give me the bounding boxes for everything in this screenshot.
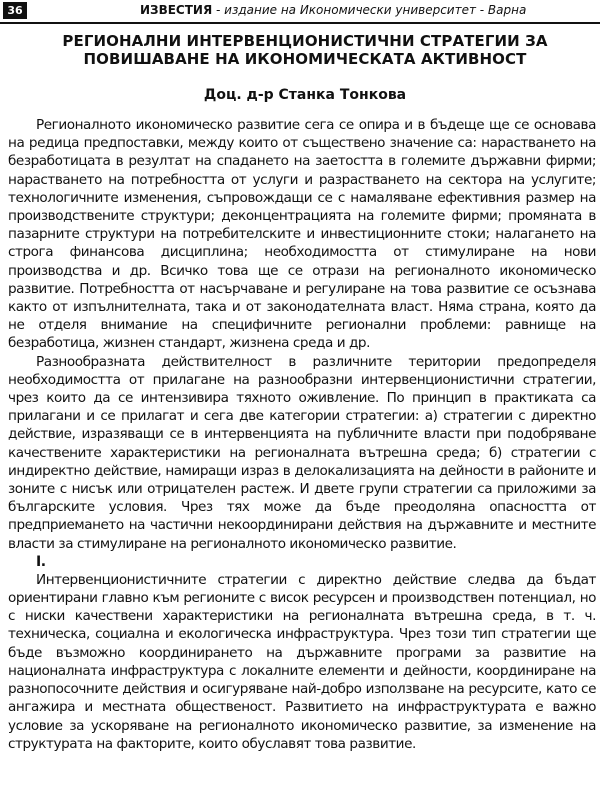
page-number: 36 bbox=[3, 2, 27, 19]
section-heading: I. bbox=[36, 553, 46, 570]
body-paragraph: Разнообразната действителност в различните територии предопределя необходимостта от прилагане на разнообразни интервенционистични стратегии, чрез които да се интензивира тяхното оживление. По принцип в практиката са прилагани и се прилагат и сега две категории стратегии: а) стратегии с директно действие, изразяващи се в интервенцията на публичните власти при подобряване качествените характеристики на регионалната вътрешна среда; б) стратегии с индиректно действие, намиращи израз в делокализацията на дейности в районите и зоните с нисък или отрицателен растеж. И двете групи стратегии са приложими за българските условия. Чрез тях може да бъде преодоляна опасността от предприемането на частични некоординирани действия на държавните и местните власти за стимулиране на регионалното икономическо развитие. bbox=[8, 353, 596, 552]
article-title-line-2: ПОВИШАВАНЕ НА ИКОНОМИЧЕСКАТА АКТИВНОСТ bbox=[83, 50, 527, 68]
journal-name: ИЗВЕСТИЯ bbox=[140, 3, 213, 17]
journal-subtitle: - издание на Икономически университет - Варна bbox=[212, 3, 527, 17]
running-head-text bbox=[140, 2, 600, 19]
body-paragraph: Интервенционистичните стратегии с директно действие следва да бъдат ориентирани главно към регионите с висок ресурсен и производствен потенциал, но с ниски качествени характеристики на регионалната вътрешна среда, в т. ч. техническа, социална и екологическа инфраструктура. Чрез този тип стратегии ще бъде възможно координирането на държавните програми за развитие на националната инфраструктура с локалните елементи и дейности, координиране на разнопосочните действия и осигуряване най-добро използване на ресурсите, като се ангажира и местната общественост. Развитието на инфраструктурата е важно условие за ускоряване на регионалното икономическо развитие, за изменение на структурата на факторите, които обуславят това развитие. bbox=[8, 571, 596, 752]
article-title-line-1: РЕГИОНАЛНИ ИНТЕРВЕНЦИОНИСТИЧНИ СТРАТЕГИИ ЗА bbox=[62, 32, 548, 50]
article-author: Доц. д-р Станка Тонкова bbox=[203, 87, 407, 103]
article-title bbox=[40, 32, 570, 68]
running-header bbox=[0, 0, 600, 24]
article-body bbox=[8, 116, 596, 753]
body-paragraph: Регионалното икономическо развитие сега се опира и в бъдеще ще се основава на редица предпоставки, между които от съществено значение са: нарастването на безработицата в резултат на спадането на заетостта в големите държавни фирми; нарастването на потребността от услуги и разрастването на сектора на услугите; технологичните изменения, съпровождащи се с намаляване ефективния размер на производствените структури; деконцентрацията на големите фирми; промяната в пазарните структури на потребителските и инвестиционните стоки; налагането на строга финансова дисциплина; необходимостта от стимулиране на нови производства и др. Всичко това ще се отрази на регионалното икономическо развитие. Потребността от насърчаване и регулиране на това развитие се осъзнава както от изпълнителната, така и от законодателната власт. Няма страна, която да не отделя внимание на специфичните регионални проблеми: равнище на безработица, жизнен стандарт, жизнена среда и др. bbox=[8, 117, 596, 352]
